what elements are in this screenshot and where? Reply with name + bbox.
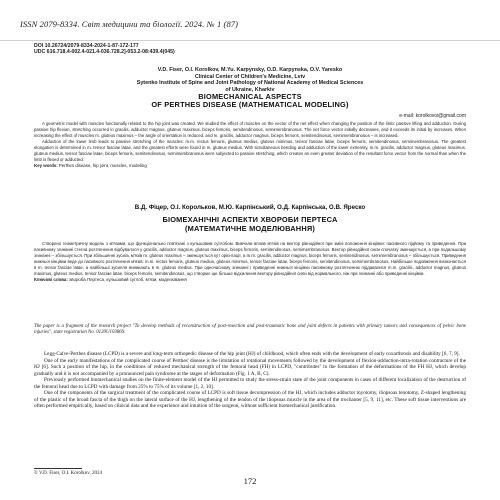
funding-note: The paper is a fragment of the research project "To develop methods of reconstruction of post-resection and post-traumatic bone and joint defects in patients with primary tumors and consequences of pelvic bone injuries", state registration No. 0120U103869. <box>34 324 466 336</box>
footnote-divider <box>34 468 82 469</box>
page-header <box>0 0 500 41</box>
copyright: © V.D. Fiser, O.I. Korolkov, 2024 <box>34 471 102 476</box>
abstract-en <box>34 121 466 169</box>
keywords-en-text: Perthes disease, hip joint, muscles, modeling <box>58 163 147 168</box>
keywords-ua <box>34 277 466 283</box>
title-ua-line-1: БІОМЕХАНІЧНІ АСПЕКТИ ХВОРОБИ ПЕРТЕСА <box>162 215 338 224</box>
abstract-ua-paragraph-1: Створено геометричну модель з м'язами, що функціонально пов'язані з кульшовим суглобом. Вивчали вплив м'язів на вектор рівнодійної при зміні положення кінцівки: пасивного підйому та приведення. При пасивному згинанні стегна розтягнення відбувалося у gracilis, adductor magnus, gluteus maximus, biceps femoris, semitendinosus, semimembranosus. Вектор рівнодійної сили спочатку зменшується, а при подальшому згинанні – збільшується. При збільшенні зусиль м'язів m. gluteus maximus – зменшується кут орієнтації, а m.m. gracilis, adductor magnus, biceps femoris, semitendinosus, semimembranosus – збільшується. Приведення нижньої кінцівки веде до пасивного розтягнення м'язів: m.m. rectus femoris, gluteus medius, gluteus minimus, tensor fasciae latae, biceps femoris, semitendinosus, semimembranosus. Найбільше подовження визначається в m. tensor fasciae latae, а найбільші зусилля виникають в m. gluteus medius. При одночасному згинанні і приведенні нижньої кінцівки пасивному розтягненню піддавалися m.m. gracilis, adductor magnus, gluteus maximus, gluteus medius, tensor fasciae latae, biceps femoris, semitendinosus, що створює ще більше відхилення вектору рівнодійної сили від нормального, ніж при згинанні або приведенні кінцівки. <box>34 241 466 276</box>
article-body <box>34 351 466 410</box>
page-number: 172 <box>243 476 257 486</box>
body-paragraph-2: One of the early manifestations of the complicated course of Perthes' disease is the limitation of rotational movements followed by the development of flexion-adduction-intra-rotation contracture of the HJ [6]. Such a position of the hip, in the conditions of reduced mechanical strength of the femoral head (FH) in LCPD, "contributes" to the formation of the deformations of the FH HJ, which develop gradually and it is not accompanied by a pronounced pain syndrome at the stages of deformation (Fig. 1 A, B, C). <box>34 357 466 377</box>
keywords-en-label: Key words: <box>34 163 58 168</box>
abstract-ua <box>34 241 466 283</box>
affiliation-2: Sytenko Institute of Spine and Joint Pathology of National Academy of Medical Sciences <box>136 80 364 87</box>
abstract-en-paragraph-1: A geometric model with muscles functionally related to the hip joint was created. We studied the effect of muscles on the vector of the net effect when changing the position of the limb: passive lifting and adduction. During passive hip flexion, stretching occurred in gracilis, adductor magnus, gluteus maximus, biceps femoris, semitendinosus, semimembranosus. The net force vector initially decreases, and it exceeds its initial by increases. When increasing the effect of muscles m. gluteus maximus – the angle of orientation is reduced, and m. gracilis, adductor magnus, biceps femoris, semitendinosus, semimembranosus – is increased. <box>34 121 466 138</box>
title-ua-line-2: (МАТЕМАТИЧНЕ МОДЕЛЮВАННЯ) <box>184 224 316 233</box>
article-metadata <box>34 43 466 56</box>
keywords-ua-text: хвороба Пертеса, кульшовий суглоб, м'язи, моделювання <box>69 277 187 282</box>
author-names-en: V.D. Fiser, O.I. Korolkov, M.Yu. Karpynsky, O.D. Karpynska, O.V. Yaresko <box>157 67 343 73</box>
body-paragraph-4: One of the components of the surgical treatment of the complicated course of LCPD is soft tissue decompression of the HJ, which includes adductor myotomy, iliopsoas tenotomy, Z-shaped lengthening of the plastic of the broad fascia of the thigh on the lateral surface of the HJ, lengthening of the tendon of the iliopsoas muscle in the area of the trochanter [5, 9, 11], etc. These soft tissue interventions are often performed empirically, based on clinical data and the experience and intuition of the surgeon, without sufficient biomechanical justification. <box>34 390 466 409</box>
authors-en <box>34 67 466 93</box>
keywords-ua-label: Ключові слова: <box>34 277 68 282</box>
body-paragraph-3: Previously performed biomechanical studies on the finite-element model of the HJ permitted to study the stress-strain state of the joint components in cases of different localization of the destruction of the femoral head due to LCPD with damage from 25% to 75% of its volume [1, 2, 10]. <box>34 377 466 390</box>
abstract-en-paragraph-2: Adduction of the lower limb leads to passive stretching of the muscles: m.m. rectus femoris, gluteus medius, gluteus minimus, tensor fasciae latae, biceps femoris, semitendinosus, semimembranosus. The greatest elongation is determined in m. tensor fasciae latae, and the greatest efforts were found in m. gluteus medius. With simultaneous bending and adduction of the lower extremity, m.m. gracilis, adductor magnus, gluteus maximus, gluteus medius, tensor fasciae latae, biceps femoris, semitendinosus, semimembranosus were subjected to passive stretching, which creates an even greater deviation of the resultant force vector from the normal than when the limb is flexed or adducted. <box>34 139 466 162</box>
authors-ua: В.Д. Фіцер, О.І. Корольков, М.Ю. Карпінський, О.Д. Карпінська, О.В. Яреско <box>134 204 366 211</box>
udc: UDC 616.718.4-002.4-021.4-036.728.2]-053.2-08:439.4(045) <box>34 49 175 56</box>
contact-email[interactable]: e-mail: korolkovoi@gmail.com <box>399 113 466 119</box>
keywords-en <box>34 163 466 169</box>
body-paragraph-1: Legg-Calve-Perthes disease (LCPD) is a severe and long-term orthopedic disease of the hip joint (HJ) of childhood, which often ends with the development of early coxarthrosis and disability [6, 7, 9]. <box>44 351 460 357</box>
affiliation-1: Clinical Center of Children's Medicine, Lviv <box>194 73 306 80</box>
article-title-ua <box>34 215 466 233</box>
doi: DOI 10.26724/2079-8334-2024-1-87-172-177 <box>34 43 139 49</box>
journal-line: ISSN 2079-8334. Світ медицини та біології. 2024. № 1 (87) <box>20 19 239 29</box>
affiliation-3: of Ukraine, Kharkiv <box>225 86 275 93</box>
article-title-en <box>34 93 466 110</box>
title-en-line-2: OF PERTHES DISEASE (MATHEMATICAL MODELING) <box>151 100 349 110</box>
title-en-line-1: BIOMECHANICAL ASPECTS <box>198 92 302 101</box>
